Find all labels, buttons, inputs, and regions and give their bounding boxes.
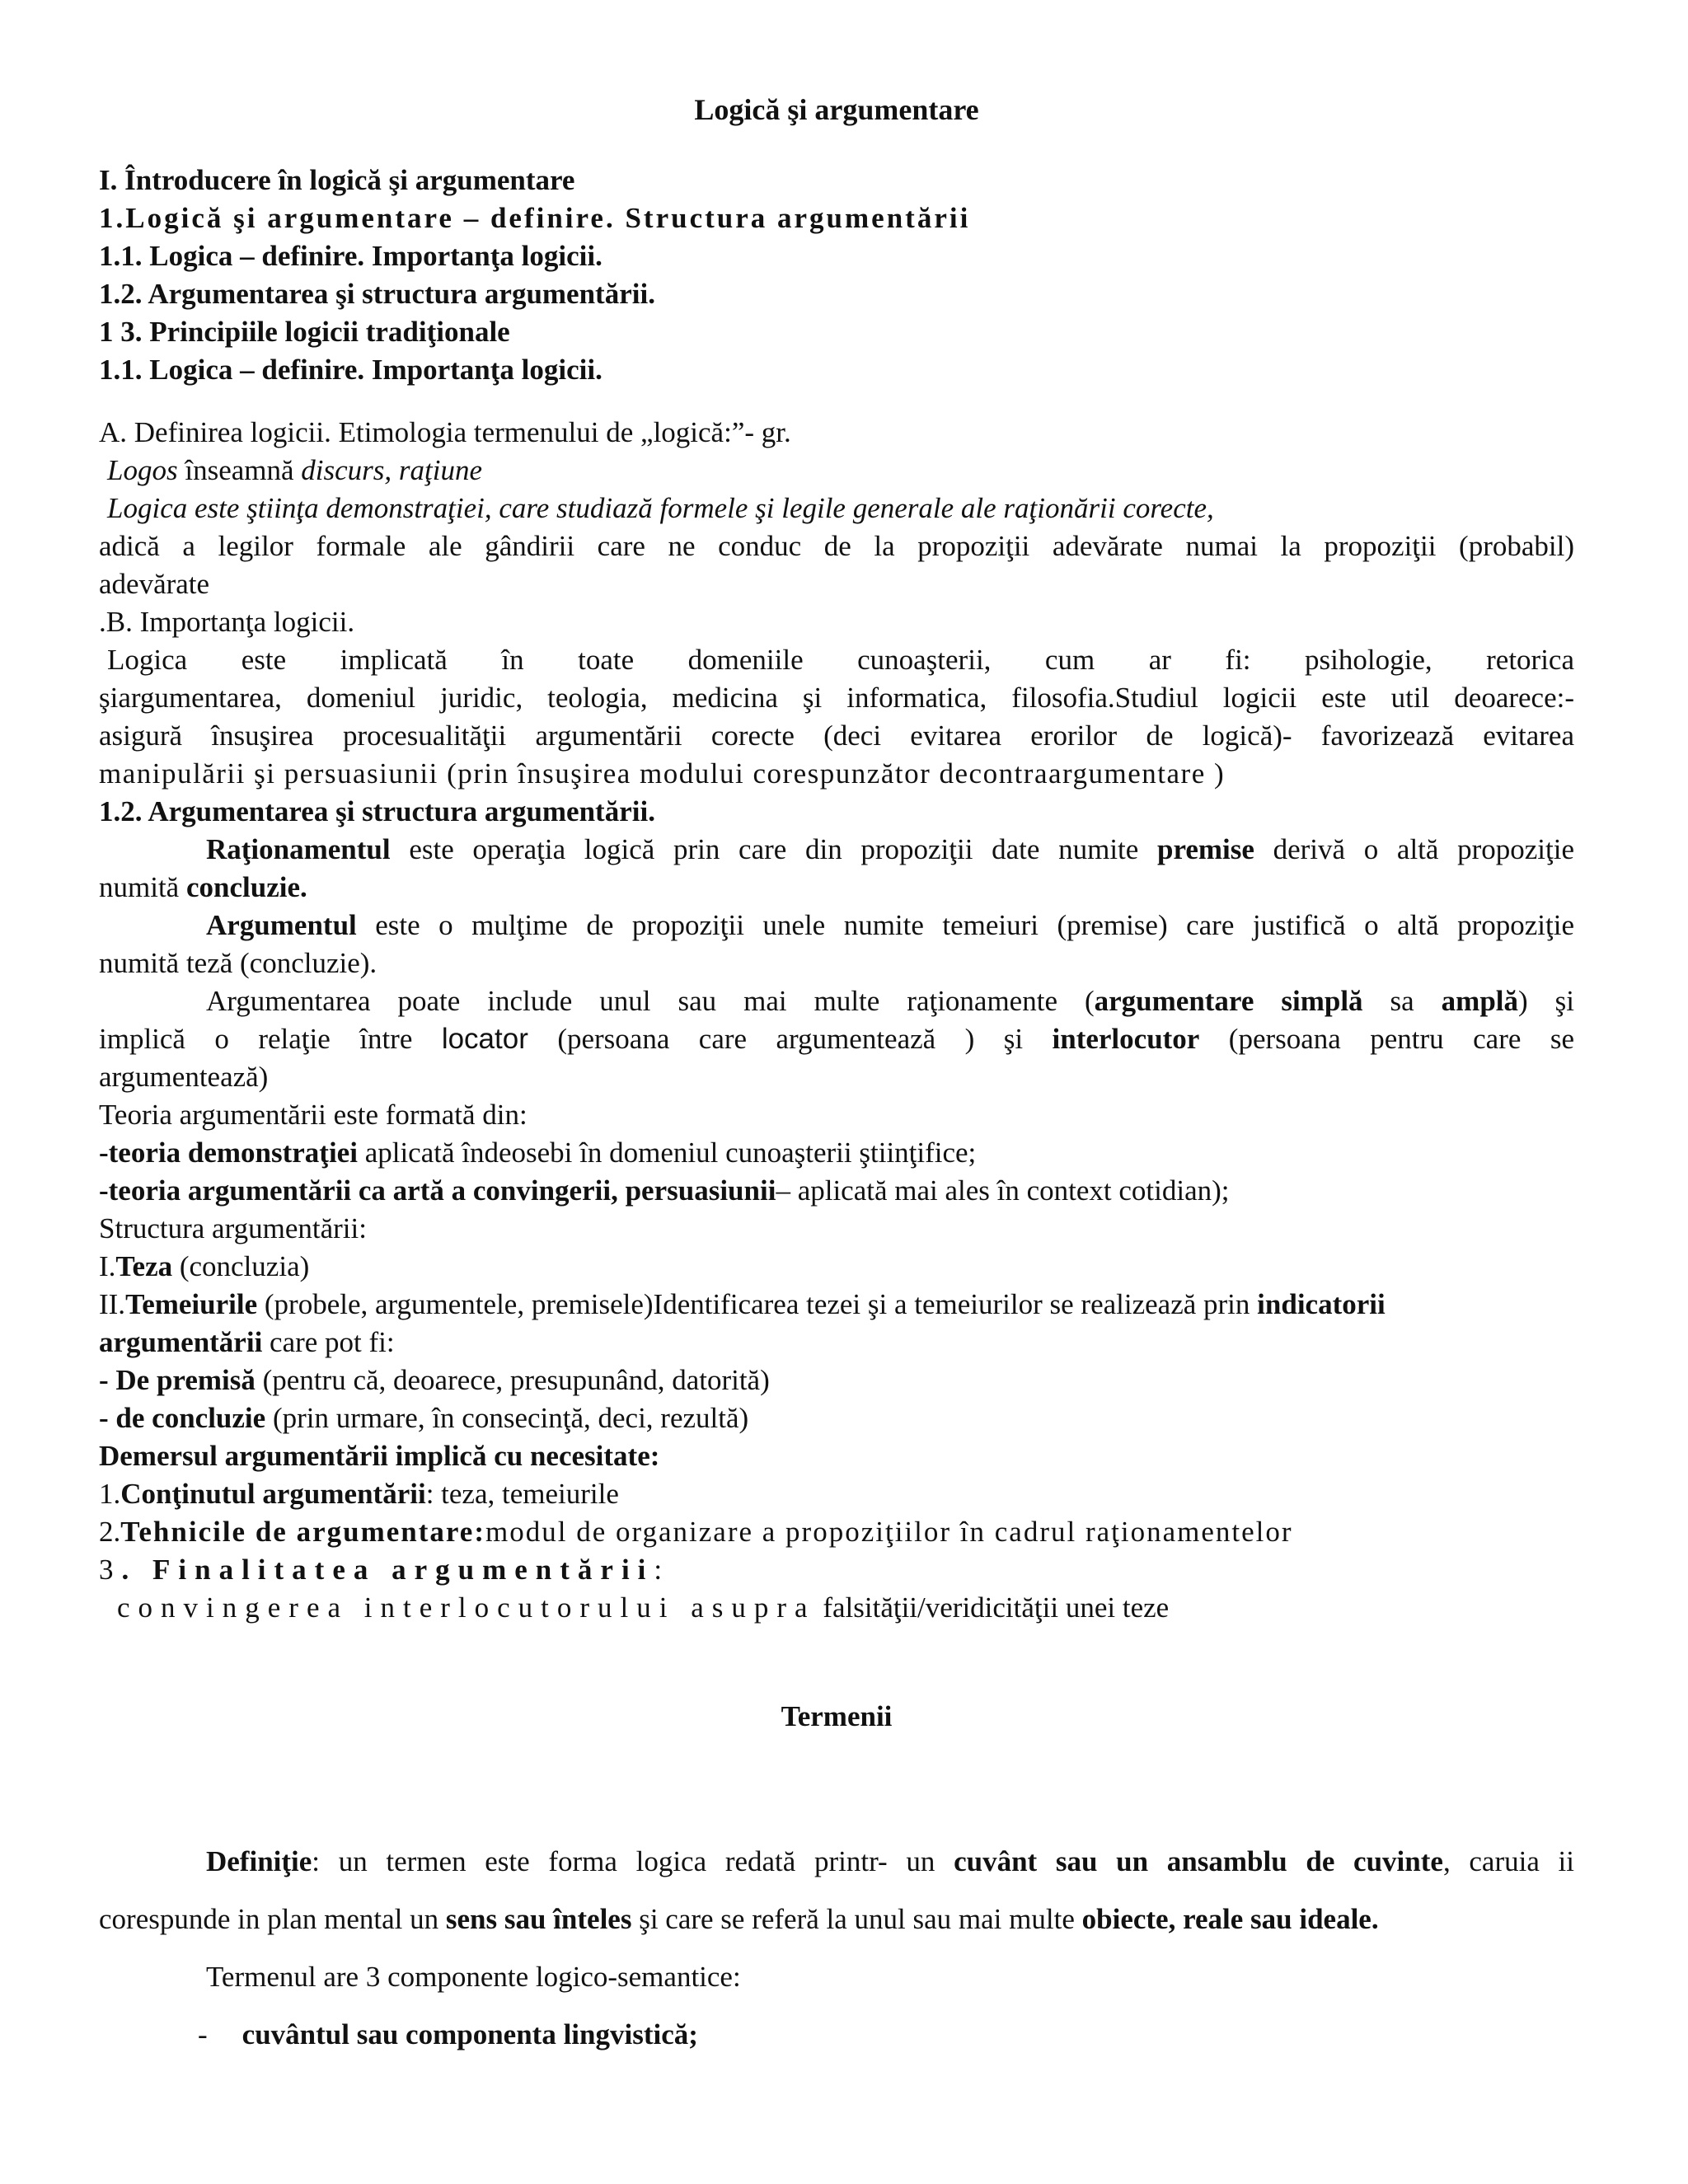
termenii-heading: Termenii xyxy=(781,1700,893,1732)
toc-item: 1 3. Principiile logicii tradiţionale xyxy=(99,316,510,348)
term-rationamentul: Raţionamentul xyxy=(206,833,391,865)
toc-item: 1.1. Logica – definire. Importanţa logicii. xyxy=(99,240,603,272)
list-dash: - xyxy=(198,2018,208,2050)
logic-definition-cont: adică a legilor formale ale gândirii care ne conduc de la propoziţii adevărate numai la propoziţii (probabil) xyxy=(99,530,1574,562)
section-a xyxy=(99,414,1574,603)
teoria-intro: Teoria argumentării este formată din: xyxy=(99,1099,528,1131)
logos-meaning: discurs, raţiune xyxy=(301,454,483,486)
teoria-item: -teoria argumentării ca artă a convingerii, persuasiunii– aplicată mai ales în context cotidian); xyxy=(99,1174,1230,1207)
term-premise: premise xyxy=(1157,833,1254,865)
section-b-text: şiargumentarea, domeniul juridic, teologia, medicina şi informatica, filosofia.Studiul logicii este util deoarece:- xyxy=(99,682,1574,714)
argumentare-paragraph-end: argumentează) xyxy=(99,1061,269,1093)
term-interlocutor: interlocutor xyxy=(1052,1023,1200,1055)
demersul-item: 3. Finalitatea argumentării: xyxy=(99,1554,671,1586)
structura-intro: Structura argumentării: xyxy=(99,1212,367,1244)
term-argumentul: Argumentul xyxy=(206,909,357,941)
table-of-contents xyxy=(99,162,1574,389)
demersul-item: 1.Conţinutul argumentării: teza, temeiurile xyxy=(99,1478,619,1510)
argument-paragraph-end: numită teză (concluzie). xyxy=(99,947,377,979)
section-b-text: manipulării şi persuasiunii (prin însuşirea modului corespunzător decontraargumentare ) xyxy=(99,757,1226,790)
toc-item: 1.2. Argumentarea şi structura argumentării. xyxy=(99,278,655,310)
demersul-heading: Demersul argumentării implică cu necesitate: xyxy=(99,1440,660,1472)
termen-definition: Definiţie: un termen este forma logica redată printr- un cuvânt sau un ansamblu de cuvinte, caruia ii xyxy=(206,1845,1574,1877)
logic-definition: Logica este ştiinţa demonstraţiei, care studiază formele şi legile generale ale raţionării corecte, xyxy=(107,492,1214,524)
rationament-paragraph: Raţionamentul este operaţia logică prin care din propoziţii date numite premise derivă o altă propoziţie xyxy=(206,833,1575,865)
section-termenii xyxy=(99,1698,1574,2064)
term-ampla: amplă xyxy=(1441,985,1519,1017)
termen-componente: Termenul are 3 componente logico-semantice: xyxy=(206,1961,741,1993)
section-b-text: asigură însuşirea procesualităţii argumentării corecte (deci evitarea erorilor de logică)- favorizează evitarea xyxy=(99,719,1574,752)
rationament-paragraph-end: numită concluzie. xyxy=(99,871,307,903)
logos-line xyxy=(99,452,1574,490)
teoria-item: -teoria demonstraţiei aplicată îndeosebi în domeniul cunoaşterii ştiinţifice; xyxy=(99,1137,977,1169)
logic-definition-end: adevărate xyxy=(99,568,210,600)
term-argumentare-simpla: argumentare simplă xyxy=(1094,985,1363,1017)
argument-paragraph: Argumentul este o mulţime de propoziţii unele numite temeiuri (premise) care justifică o altă propoziţie xyxy=(206,909,1574,941)
section-a-heading: A. Definirea logicii. Etimologia termenului de „logică:”- gr. xyxy=(99,416,791,448)
structura-teza: I.Teza (concluzia) xyxy=(99,1250,310,1282)
document-title: Logică şi argumentare xyxy=(694,93,979,126)
indicator-concluzie: - de concluzie (prin urmare, în consecinţă, deci, rezultă) xyxy=(99,1402,749,1434)
termen-definition-cont: corespunde in plan mental un sens sau înteles şi care se referă la unul sau mai multe obiecte, reale sau ideale. xyxy=(99,1903,1379,1935)
toc-item: 1.1. Logica – definire. Importanţa logicii. xyxy=(99,354,603,386)
term-concluzie: concluzie. xyxy=(185,871,307,903)
logos-mid: înseamnă xyxy=(177,454,302,486)
argumentare-paragraph-line: implică o relaţie între locator (persoana care argumentează ) şi interlocutor (persoana pentru care se xyxy=(99,1023,1574,1055)
demersul-item-cont: convingerea interlocutorului asupra falsităţii/veridicităţii unei teze xyxy=(117,1591,1170,1624)
demersul-item: 2.Tehnicile de argumentare:modul de organizare a propoziţiilor în cadrul raţionamentelor xyxy=(99,1516,1293,1548)
section-1-2-heading: 1.2. Argumentarea şi structura argumentării. xyxy=(99,795,655,827)
section-1-2 xyxy=(99,793,1574,1627)
argumentare-paragraph: Argumentarea poate include unul sau mai multe raţionamente (argumentare simplă sa amplă) şi xyxy=(206,985,1575,1017)
toc-item: 1.Logică şi argumentare – definire. Structura argumentării xyxy=(99,202,971,234)
section-b-text: Logica este implicată în toate domeniile cunoaşterii, cum ar fi: psihologie, retorica xyxy=(107,644,1574,676)
logos-word: Logos xyxy=(107,454,178,486)
toc-item: I. Întroducere în logică şi argumentare xyxy=(99,164,575,196)
indicator-premisa: - De premisă (pentru că, deoarece, presupunând, datorită) xyxy=(99,1364,770,1396)
section-b-heading: .B. Importanţa logicii. xyxy=(99,606,355,638)
document-page xyxy=(99,91,1574,2064)
section-b xyxy=(99,603,1574,793)
structura-temeiurile-cont: argumentării care pot fi: xyxy=(99,1326,395,1358)
term-locator: locator xyxy=(441,1023,528,1055)
structura-temeiurile: II.Temeiurile (probele, argumentele, premisele)Identificarea tezei şi a temeiurilor se realizează prin indicatorii xyxy=(99,1288,1386,1320)
componenta-item: - cuvântul sau componenta lingvistică; xyxy=(198,2018,698,2050)
